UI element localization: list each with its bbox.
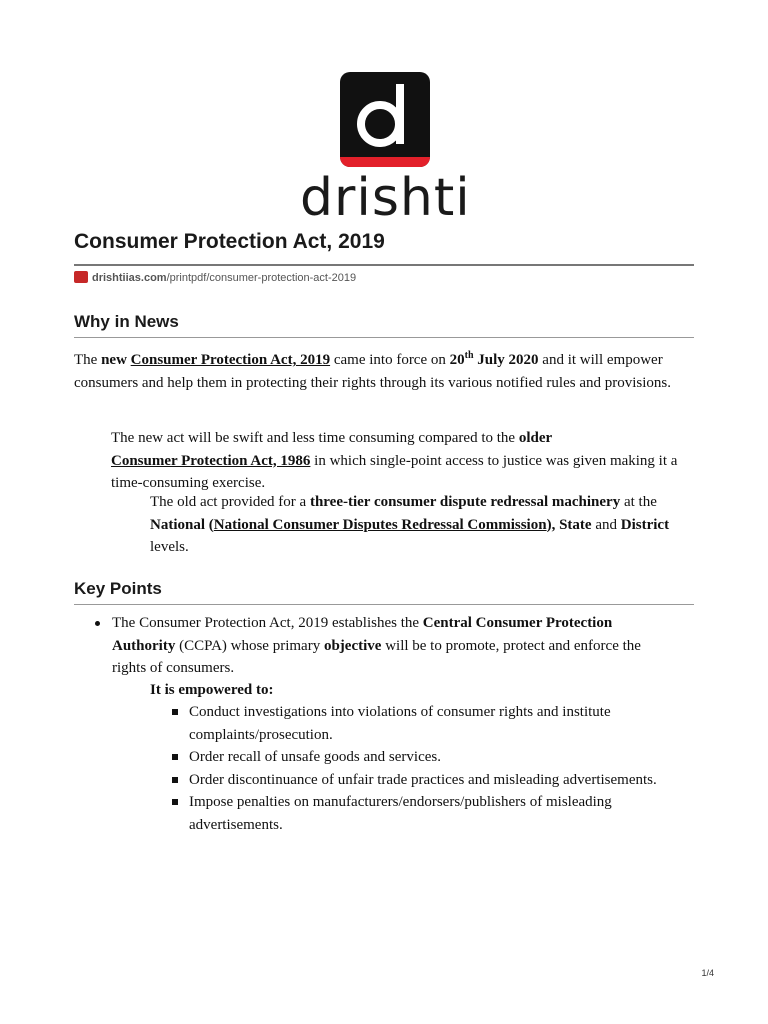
empowered-heading: It is empowered to:: [150, 682, 274, 698]
powers-list: [189, 701, 689, 836]
paragraph-older-act: The new act will be swift and less time consuming compared to the older Consumer Protection Act, 1986 in which single-point access to justice was given making it a time-consuming exercise.: [111, 430, 678, 491]
link-ncdrc[interactable]: National Consumer Disputes Redressal Commission: [213, 516, 547, 533]
section-heading-key-points: Key Points: [74, 579, 162, 598]
drishti-logo-mark: [340, 72, 430, 167]
link-cpa-1986[interactable]: Consumer Protection Act, 1986: [111, 452, 311, 469]
source-url[interactable]: drishtiias.com/printpdf/consumer-protection-act-2019: [92, 272, 357, 284]
section-heading-why-in-news: Why in News: [74, 312, 179, 331]
logo-wordmark: drishti: [300, 168, 471, 228]
square-bullet-icon: [172, 754, 178, 760]
key-points-list: [112, 612, 652, 680]
list-item: Order recall of unsafe goods and services.: [189, 746, 689, 769]
title-divider: [74, 264, 694, 266]
square-bullet-icon: [172, 709, 178, 715]
paragraph-intro: The new Consumer Protection Act, 2019 came into force on 20th July 2020 and it will empower consumers and help them in protecting their rights through its various notified rules and provisions.: [74, 350, 671, 391]
list-item: Impose penalties on manufacturers/endorsers/publishers of misleading advertisements.: [189, 791, 689, 836]
list-item: The Consumer Protection Act, 2019 establishes the Central Consumer Protection Authority (CCPA) whose primary objective will be to promote, protect and enforce the rights of consumers.: [112, 612, 652, 680]
link-cpa-2019[interactable]: Consumer Protection Act, 2019: [130, 352, 331, 368]
list-item: Order discontinuance of unfair trade practices and misleading advertisements.: [189, 769, 689, 792]
page-number: 1/4: [701, 968, 714, 978]
square-bullet-icon: [172, 777, 178, 783]
square-bullet-icon: [172, 799, 178, 805]
page-title: Consumer Protection Act, 2019: [74, 230, 385, 253]
source-link[interactable]: [74, 271, 356, 284]
favicon-icon: [74, 271, 88, 283]
section-divider: [74, 337, 694, 338]
bullet-icon: [95, 621, 100, 626]
site-logo: [0, 72, 768, 228]
paragraph-three-tier: The old act provided for a three-tier consumer dispute redressal machinery at the National (National Consumer Disputes Redressal Commission), State and District levels.: [150, 494, 670, 555]
section-divider: [74, 604, 694, 605]
list-item: Conduct investigations into violations of consumer rights and institute complaints/prosecution.: [189, 701, 689, 746]
